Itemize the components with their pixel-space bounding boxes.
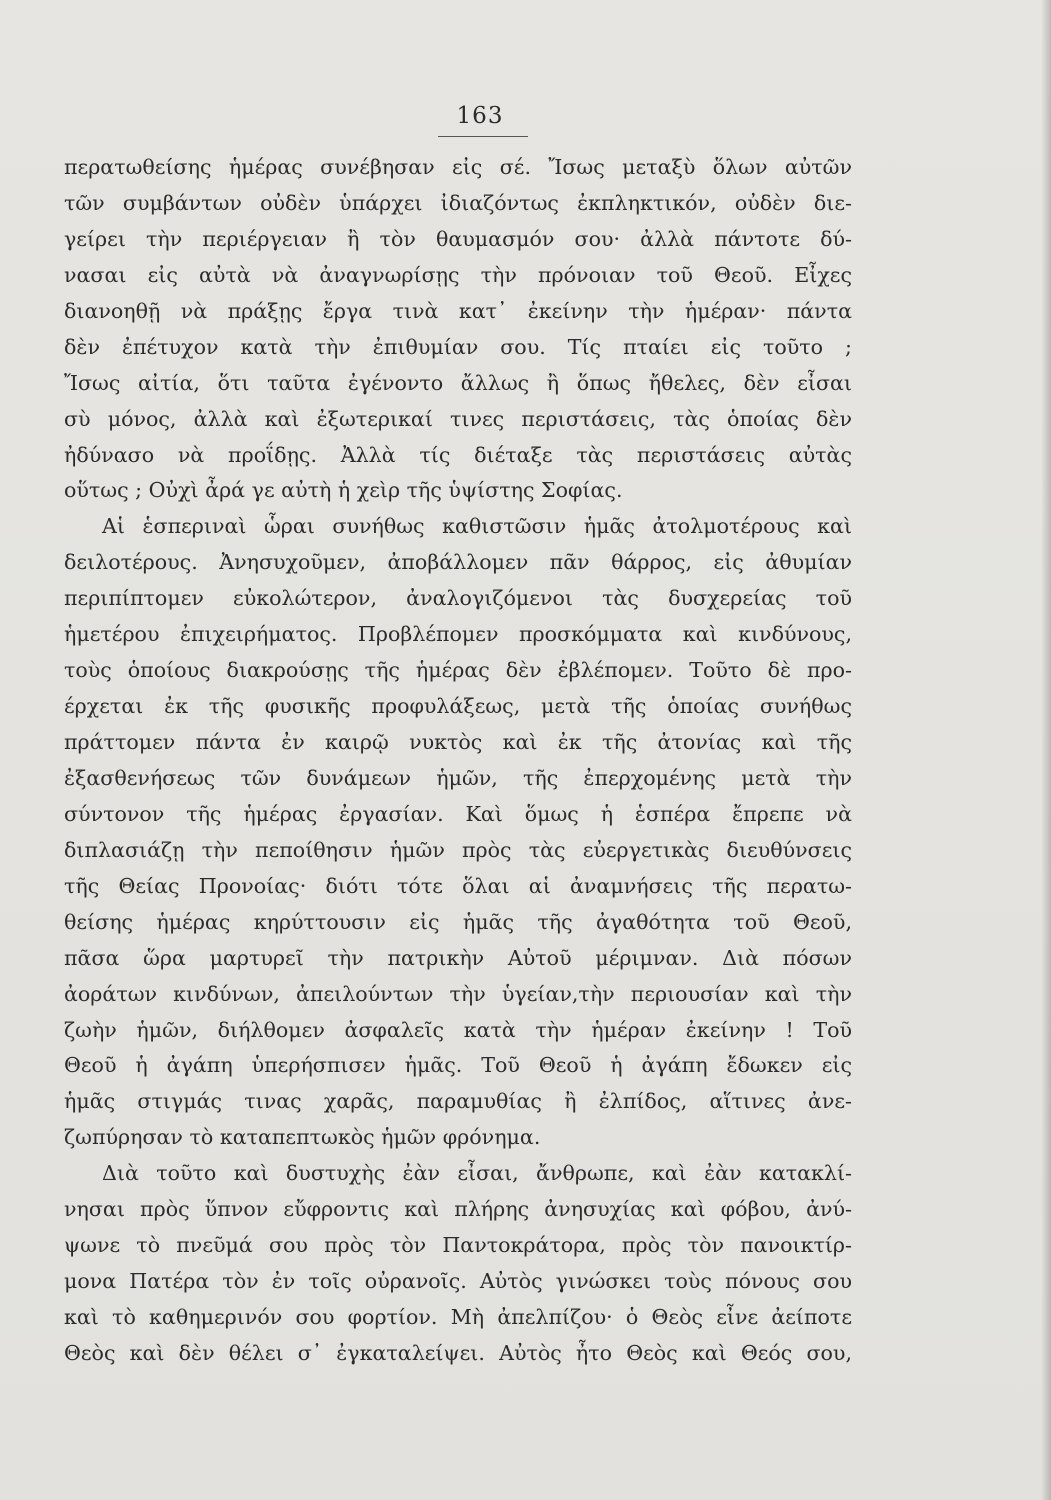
body-text (64, 150, 852, 1372)
text-line: ἀοράτων κινδύνων, ἀπειλούντων τὴν ὑγείαν,τὴν περιουσίαν καὶ τὴν (64, 981, 852, 1006)
page-edge-shadow (1041, 0, 1051, 1500)
text-line: ἡμᾶς στιγμάς τινας χαρᾶς, παραμυθίας ἢ ἐλπίδος, αἵτινες ἀνε- (64, 1089, 852, 1114)
text-line: ζωπύρησαν τὸ καταπεπτωκὸς ἡμῶν φρόνημα. (64, 1125, 541, 1150)
text-line: πράττομεν πάντα ἐν καιρῷ νυκτὸς καὶ ἐκ τῆς ἀτονίας καὶ τῆς (64, 730, 852, 754)
text-line: οὕτως ; Οὐχὶ ἆρά γε αὐτὴ ἡ χεὶρ τῆς ὑψίστης Σοφίας. (64, 478, 623, 503)
text-line: σύντονον τῆς ἡμέρας ἐργασίαν. Καὶ ὅμως ἡ ἑσπέρα ἔπρεπε νὰ (64, 801, 852, 826)
text-line: διπλασιάζῃ τὴν πεποίθησιν ἡμῶν πρὸς τὰς εὐεργετικὰς διευθύνσεις (64, 837, 852, 862)
text-line: τῆς Θείας Προνοίας· διότι τότε ὅλαι αἱ ἀναμνήσεις τῆς περατω- (64, 873, 852, 898)
page-number-rule (438, 136, 528, 137)
text-line: Αἱ ἑσπεριναὶ ὧραι συνήθως καθιστῶσιν ἡμᾶς ἀτολμοτέρους καὶ (102, 514, 852, 539)
text-line: ἐξασθενήσεως τῶν δυνάμεων ἡμῶν, τῆς ἐπερχομένης μετὰ τὴν (64, 765, 852, 790)
text-line: ἡμετέρου ἐπιχειρήματος. Προβλέπομεν προσκόμματα καὶ κινδύνους, (64, 622, 852, 647)
text-line: σὺ μόνος, ἀλλὰ καὶ ἐξωτερικαί τινες περιστάσεις, τὰς ὁποίας δὲν (64, 406, 852, 431)
text-line: ψωνε τὸ πνεῦμά σου πρὸς τὸν Παντοκράτορα, πρὸς τὸν πανοικτίρ- (64, 1233, 852, 1258)
text-line: νησαι πρὸς ὕπνον εὔφροντις καὶ πλήρης ἀνησυχίας καὶ φόβου, ἀνύ- (64, 1197, 852, 1222)
page-number: 163 (456, 103, 504, 129)
text-line: καὶ τὸ καθημερινόν σου φορτίον. Μὴ ἀπελπίζου· ὁ Θεὸς εἶνε ἀείποτε (64, 1305, 852, 1329)
text-line: δὲν ἐπέτυχον κατὰ τὴν ἐπιθυμίαν σου. Τίς πταίει εἰς τοῦτο ; (64, 334, 852, 359)
text-line: πᾶσα ὥρα μαρτυρεῖ τὴν πατρικὴν Αὐτοῦ μέριμναν. Διὰ πόσων (64, 945, 852, 970)
text-line: περατωθείσης ἡμέρας συνέβησαν εἰς σέ. Ἴσως μεταξὺ ὅλων αὐτῶν (64, 155, 852, 179)
text-line: Ἴσως αἰτία, ὅτι ταῦτα ἐγένοντο ἄλλως ἢ ὅπως ἤθελες, δὲν εἶσαι (64, 370, 852, 395)
text-line: Διὰ τοῦτο καὶ δυστυχὴς ἐὰν εἶσαι, ἄνθρωπε, καὶ ἐὰν κατακλί- (102, 1161, 852, 1186)
text-line: θείσης ἡμέρας κηρύττουσιν εἰς ἡμᾶς τῆς ἀγαθότητα τοῦ Θεοῦ, (64, 909, 852, 934)
text-line: δειλοτέρους. Ἀνησυχοῦμεν, ἀποβάλλομεν πᾶν θάρρος, εἰς ἀθυμίαν (64, 550, 852, 575)
text-line: ζωὴν ἡμῶν, διήλθομεν ἀσφαλεῖς κατὰ τὴν ἡμέραν ἐκείνην ! Τοῦ (64, 1017, 852, 1042)
text-line: διανοηθῇ νὰ πράξῃς ἔργα τινὰ κατ᾽ ἐκείνην τὴν ἡμέραν· πάντα (64, 298, 852, 323)
text-line: έρχεται ἐκ τῆς φυσικῆς προφυλάξεως, μετὰ τῆς ὁποίας συνήθως (64, 694, 852, 719)
text-line: τῶν συμβάντων οὐδὲν ὑπάρχει ἰδιαζόντως ἐκπληκτικόν, οὐδὲν διε- (64, 190, 852, 215)
text-line: Θεοῦ ἡ ἀγάπη ὑπερήσπισεν ἡμᾶς. Τοῦ Θεοῦ ἡ ἀγάπη ἔδωκεν εἰς (64, 1053, 852, 1078)
text-line: μονα Πατέρα τὸν ἐν τοῖς οὐρανοῖς. Αὐτὸς γινώσκει τοὺς πόνους σου (64, 1269, 852, 1294)
text-line: Θεὸς καὶ δὲν θέλει σ᾽ ἐγκαταλείψει. Αὐτὸς ἦτο Θεὸς καὶ Θεός σου, (64, 1340, 852, 1365)
text-line: ἠδύνασο νὰ προΐδῃς. Ἀλλὰ τίς διέταξε τὰς περιστάσεις αὐτὰς (64, 442, 852, 467)
text-line: γείρει τὴν περιέργειαν ἢ τὸν θαυμασμόν σου· ἀλλὰ πάντοτε δύ- (64, 226, 852, 251)
text-line: νασαι εἰς αὐτὰ νὰ ἀναγνωρίσῃς τὴν πρόνοιαν τοῦ Θεοῦ. Εἶχες (64, 262, 852, 287)
text-line: τοὺς ὁποίους διακρούσῃς τῆς ἡμέρας δὲν ἐβλέπομεν. Τοῦτο δὲ προ- (64, 658, 852, 683)
text-line: περιπίπτομεν εὐκολώτερον, ἀναλογιζόμενοι τὰς δυσχερείας τοῦ (64, 586, 852, 611)
